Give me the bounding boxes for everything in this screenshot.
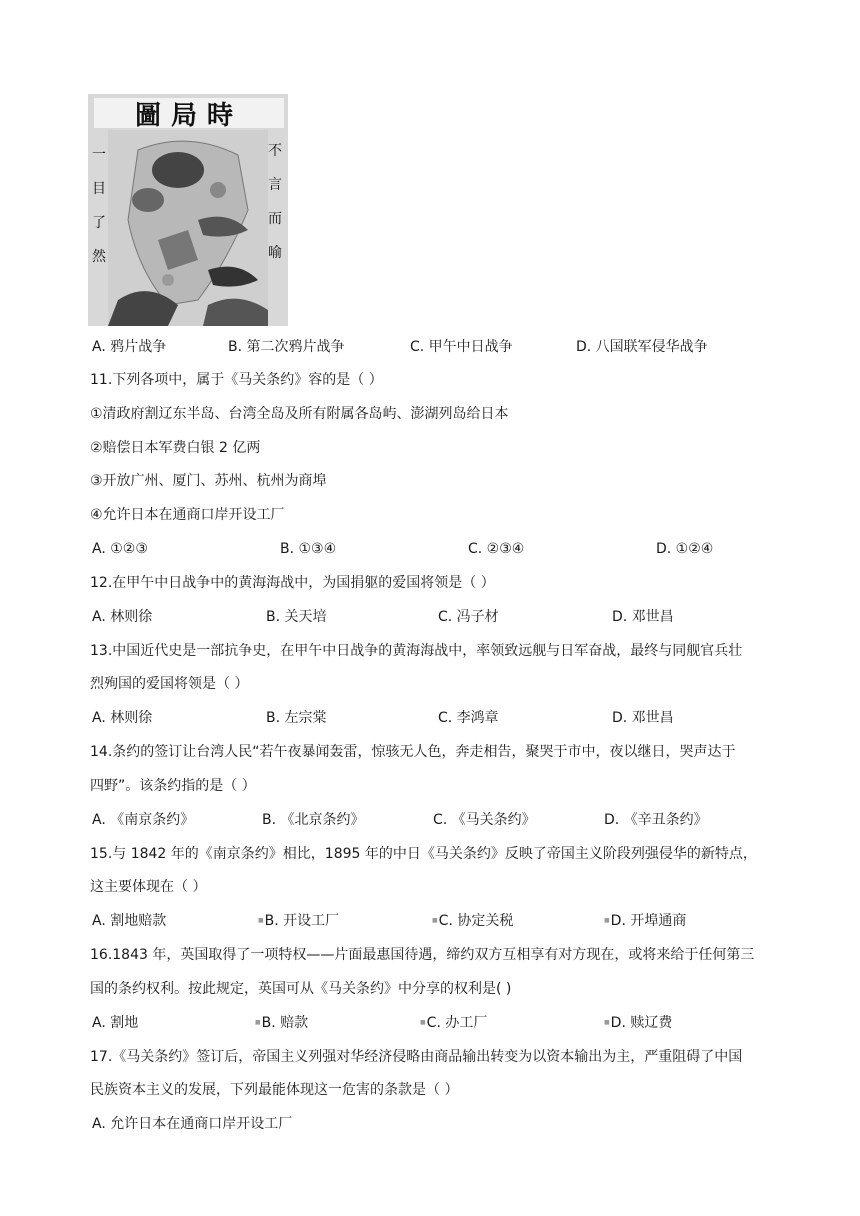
q12-stem: 12.在甲午中日战争中的黄海海战中，为国捐躯的爱国将领是（ ） bbox=[90, 575, 495, 591]
q14-option-b[interactable]: B. 《北京条约》 bbox=[262, 812, 365, 828]
q16-option-c[interactable] bbox=[420, 1013, 487, 1033]
q17-option-a[interactable]: A. 允许日本在通商口岸开设工厂 bbox=[92, 1116, 293, 1132]
q12-option-d[interactable]: D. 邓世昌 bbox=[612, 609, 674, 625]
q15-option-a[interactable]: A. 割地赔款 bbox=[92, 913, 167, 929]
q16-option-c-label: C. 办工厂 bbox=[426, 1015, 488, 1031]
q15-stem-line-2: 这主要体现在（ ） bbox=[90, 879, 207, 895]
q11-item-3: ③开放广州、厦门、苏州、杭州为商埠 bbox=[90, 473, 327, 489]
q14-option-c[interactable]: C. 《马关条约》 bbox=[433, 812, 536, 828]
q16-stem-line-2: 国的条约权利。按此规定，英国可从《马关条约》中分享的权利是( ) bbox=[90, 981, 512, 997]
q14-option-d[interactable]: D. 《辛丑条约》 bbox=[604, 812, 708, 828]
cartoon-right-text: 不 言 而 喻 bbox=[268, 143, 282, 261]
q15-stem-line-1: 15.与 1842 年的《南京条约》相比，1895 年的中日《马关条约》反映了帝国主义阶段列强侵华的新特点， bbox=[90, 846, 757, 862]
q12-option-c[interactable]: C. 冯子材 bbox=[438, 609, 499, 625]
q17-stem-line-2: 民族资本主义的发展，下列最能体现这一危害的条款是（ ） bbox=[90, 1082, 459, 1098]
q16-option-b[interactable] bbox=[255, 1013, 308, 1033]
q15-option-b-label: B. 开设工厂 bbox=[264, 913, 340, 929]
q10-option-c[interactable]: C. 甲午中日战争 bbox=[410, 339, 513, 355]
q10-option-b[interactable]: B. 第二次鸦片战争 bbox=[228, 339, 345, 355]
q13-option-d[interactable]: D. 邓世昌 bbox=[612, 710, 674, 726]
q12-option-b[interactable]: B. 关天培 bbox=[266, 609, 327, 625]
q10-option-d[interactable]: D. 八国联军侵华战争 bbox=[576, 339, 708, 355]
q11-option-c[interactable]: C. ②③④ bbox=[468, 541, 525, 557]
q13-option-c[interactable]: C. 李鸿章 bbox=[438, 710, 499, 726]
bullet-mark-icon: ■ bbox=[258, 917, 264, 924]
q16-stem-line-1: 16.1843 年，英国取得了一项特权——片面最惠国待遇，缔约双方互相享有对方现在，或将来给于任何第三 bbox=[90, 947, 755, 963]
q14-stem-line-2: 四野”。该条约指的是（ ） bbox=[90, 778, 256, 794]
cartoon-left-text: 一 目 了 然 bbox=[92, 147, 106, 265]
q14-stem-line-1: 14.条约的签订让台湾人民“若午夜暴闻轰雷，惊骇无人色，奔走相告，聚哭于市中，夜以继日，哭声达于 bbox=[90, 744, 736, 760]
q15-option-b[interactable] bbox=[258, 911, 339, 931]
q15-option-c[interactable] bbox=[432, 911, 513, 931]
bullet-mark-icon: ■ bbox=[604, 1019, 610, 1026]
q14-option-a[interactable]: A. 《南京条约》 bbox=[92, 812, 195, 828]
q11-option-a[interactable]: A. ①②③ bbox=[92, 541, 148, 557]
cartoon-image bbox=[88, 94, 288, 326]
q15-option-d[interactable] bbox=[604, 911, 686, 931]
q10-option-a[interactable]: A. 鸦片战争 bbox=[92, 339, 167, 355]
q11-option-d[interactable]: D. ①②④ bbox=[656, 541, 714, 557]
bullet-mark-icon: ■ bbox=[432, 917, 438, 924]
q13-stem-line-2: 烈殉国的爱国将领是（ ） bbox=[90, 676, 249, 692]
q16-option-b-label: B. 赔款 bbox=[261, 1015, 309, 1031]
q12-option-a[interactable]: A. 林则徐 bbox=[92, 609, 153, 625]
cartoon-title: 圖局時 bbox=[94, 98, 284, 128]
q13-stem-line-1: 13.中国近代史是一部抗争史，在甲午中日战争的黄海海战中，率领致远舰与日军奋战，最终与同舰官兵壮 bbox=[90, 643, 743, 659]
q13-option-a[interactable]: A. 林则徐 bbox=[92, 710, 153, 726]
q16-option-d[interactable] bbox=[604, 1013, 672, 1033]
q16-option-d-label: D. 赎辽费 bbox=[610, 1015, 673, 1031]
q11-stem: 11.下列各项中，属于《马关条约》容的是（ ） bbox=[90, 372, 383, 388]
cartoon-drawing bbox=[108, 130, 268, 326]
q17-stem-line-1: 17.《马关条约》签订后，帝国主义列强对华经济侵略由商品输出转变为以资本输出为主，严重阻碍了中国 bbox=[90, 1049, 743, 1065]
q15-option-d-label: D. 开埠通商 bbox=[610, 913, 687, 929]
q15-option-c-label: C. 协定关税 bbox=[438, 913, 514, 929]
q13-option-b[interactable]: B. 左宗棠 bbox=[266, 710, 327, 726]
q11-item-4: ④允许日本在通商口岸开设工厂 bbox=[90, 507, 285, 523]
q11-option-b[interactable]: B. ①③④ bbox=[280, 541, 337, 557]
bullet-mark-icon: ■ bbox=[420, 1019, 426, 1026]
q11-item-1: ①清政府割辽东半岛、台湾全岛及所有附属各岛屿、澎湖列岛给日本 bbox=[90, 406, 509, 422]
q16-option-a[interactable]: A. 割地 bbox=[92, 1015, 139, 1031]
bullet-mark-icon: ■ bbox=[255, 1019, 261, 1026]
bullet-mark-icon: ■ bbox=[604, 917, 610, 924]
q11-item-2: ②赔偿日本军费白银 2 亿两 bbox=[90, 440, 261, 456]
